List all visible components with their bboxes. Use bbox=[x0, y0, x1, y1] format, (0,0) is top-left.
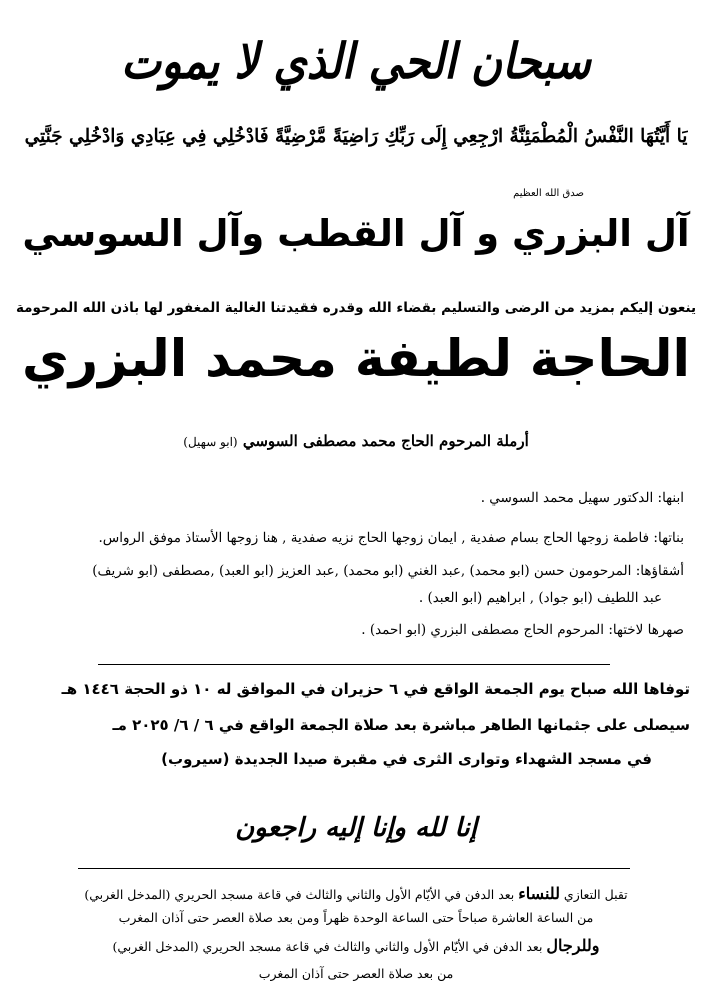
condolence-women-rest: بعد الدفن في الأيّام الأول والثاني والثالث في قاعة مسجد الحريري (المدخل الغربي) bbox=[84, 887, 515, 902]
divider-top bbox=[98, 664, 610, 665]
header-calligraphy-text: سبحان الحي الذي لا يموت bbox=[121, 33, 591, 91]
death-line-1: توفاها الله صباح يوم الجمعة الواقع في ٦ حزيران في الموافق له ١٠ ذو الحجة ١٤٤٦ هـ bbox=[61, 680, 690, 698]
condolence-men-label: وللرجال bbox=[546, 936, 600, 955]
widow-of bbox=[40, 432, 672, 450]
sadaqa-note: صدق الله العظيم bbox=[513, 188, 584, 199]
condolence-men-rest: بعد الدفن في الأيّام الأول والثاني والثالث في قاعة مسجد الحريري (المدخل الغربي) bbox=[112, 939, 543, 954]
relative-brothers-1: أشقاؤها: المرحومون حسن (ابو محمد) ,عبد الغني (ابو محمد) ,عبد العزيز (ابو العبد) ,مصطفى (ابو شريف) bbox=[92, 563, 684, 579]
condolence-women-label: للنساء bbox=[518, 884, 560, 903]
death-line-2: سيصلى على جثمانها الطاهر مباشرة بعد صلاة الجمعة الواقع في ٦ / ٦/ ٢٠٢٥ مـ bbox=[112, 716, 690, 734]
relative-son: ابنها: الدكتور سهيل محمد السوسي . bbox=[480, 490, 684, 506]
widow-of-nickname: (ابو سهيل) bbox=[183, 435, 238, 449]
condolence-women bbox=[14, 884, 698, 903]
deceased-name: الحاجة لطيفة محمد البزري bbox=[21, 330, 691, 389]
header-calligraphy bbox=[120, 14, 592, 110]
condolence-women-prefix: تقبل التعازي bbox=[563, 887, 628, 902]
condolence-women-time: من الساعة العاشرة صباحاً حتى الساعة الوحدة ظهراً ومن بعد صلاة العصر حتى آذان المغرب bbox=[118, 910, 594, 925]
widow-of-text: أرملة المرحوم الحاج محمد مصطفى السوسي bbox=[242, 432, 529, 450]
divider-bottom bbox=[78, 868, 630, 869]
condolence-men bbox=[14, 936, 698, 955]
quran-verse: يَا أَيَّتُهَا النَّفْسُ الْمُطْمَئِنَّةُ ارْجِعِي إِلَى رَبِّكِ رَاضِيَةً مَّرْضِيَّةً فَادْخُلِي فِي عِبَادِي وَادْخُلِي جَنَّتِي bbox=[24, 126, 688, 147]
closing-calligraphy-text: إنا لله وإنا إليه راجعون bbox=[235, 813, 477, 843]
relative-brothers-2: عبد اللطيف (ابو جواد) , ابراهيم (ابو العبد) . bbox=[418, 590, 662, 606]
closing-calligraphy bbox=[200, 798, 512, 858]
relative-daughters: بناتها: فاطمة زوجها الحاج بسام صفدية , ايمان زوجها الحاج نزيه صفدية , هنا زوجها الأستاذ موفق الرواس. bbox=[98, 530, 684, 546]
relative-in-law: صهرها لاختها: المرحوم الحاج مصطفى البزري (ابو احمد) . bbox=[361, 622, 684, 638]
condolence-men-time: من بعد صلاة العصر حتى آذان المغرب bbox=[258, 966, 454, 981]
announcement: ينعون إليكم بمزيد من الرضى والتسليم بقضاء الله وقدره فقيدتنا الغالية المغفور لها باذن الله المرحومة bbox=[15, 300, 697, 316]
death-line-3: في مسجد الشهداء وتوارى الثرى في مقبرة صيدا الجديدة (سيروب) bbox=[161, 750, 652, 768]
family-names: آل البزري و آل القطب وآل السوسي bbox=[22, 212, 690, 255]
